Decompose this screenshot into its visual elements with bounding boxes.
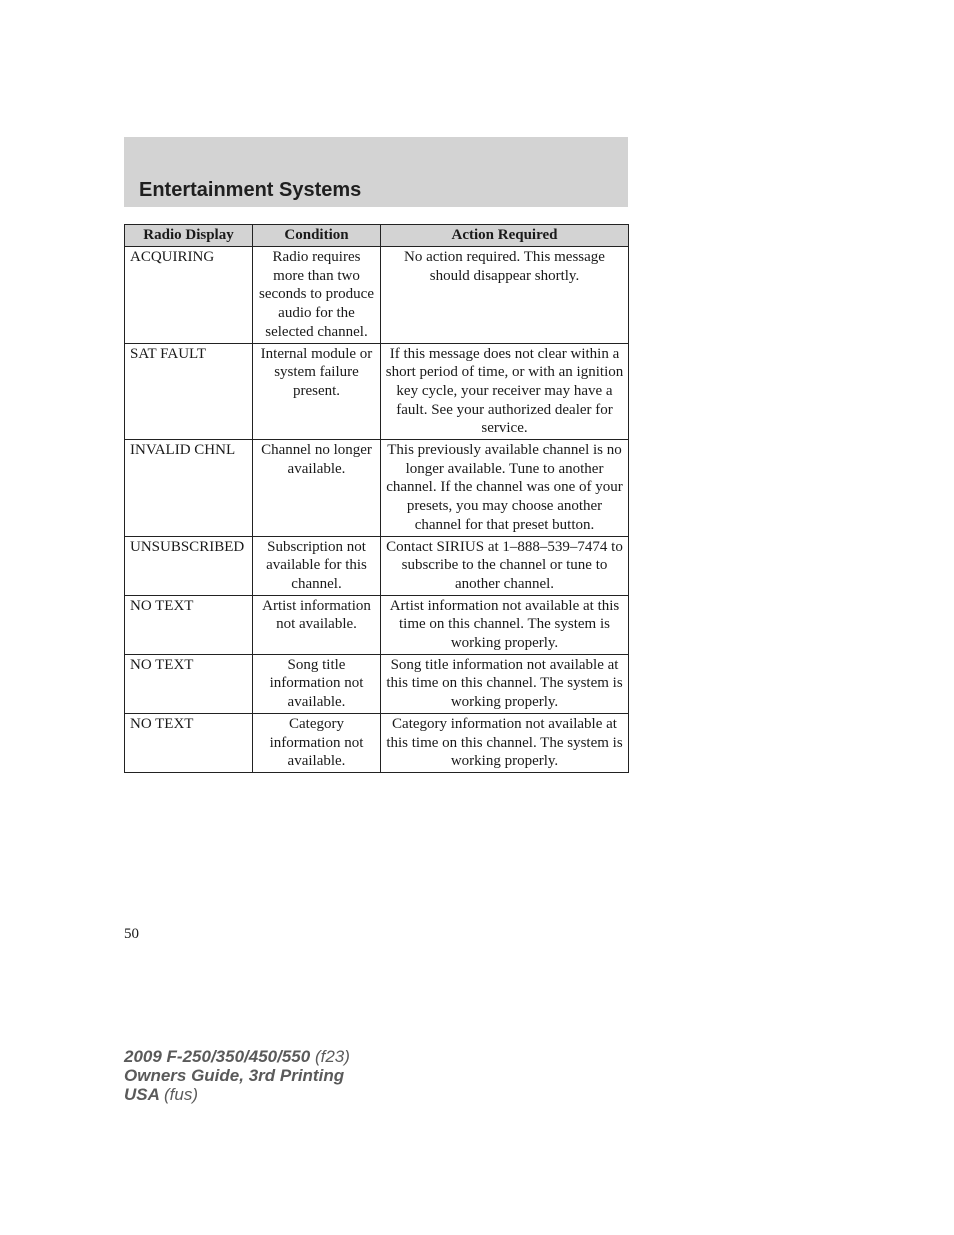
cell-radio-display: INVALID CHNL	[125, 440, 253, 537]
cell-action-required: No action required. This message should disappear shortly.	[381, 247, 629, 344]
table-header-row	[125, 225, 629, 247]
cell-action-required: Artist information not available at this time on this channel. The system is working properly.	[381, 595, 629, 654]
cell-condition: Song title information not available.	[253, 654, 381, 713]
cell-condition: Internal module or system failure present.	[253, 343, 381, 440]
footer-market: USA	[124, 1085, 160, 1104]
cell-action-required: Contact SIRIUS at 1–888–539–7474 to subscribe to the channel or tune to another channel.	[381, 536, 629, 595]
radio-display-table	[124, 224, 629, 773]
cell-condition: Channel no longer available.	[253, 440, 381, 537]
cell-condition: Artist information not available.	[253, 595, 381, 654]
cell-radio-display: NO TEXT	[125, 654, 253, 713]
table-row	[125, 536, 629, 595]
column-header-radio-display: Radio Display	[125, 225, 253, 247]
cell-action-required: If this message does not clear within a short period of time, or with an ignition key cycle, your receiver may have a fault. See your authorized dealer for service.	[381, 343, 629, 440]
table-row	[125, 247, 629, 344]
cell-action-required: Category information not available at this time on this channel. The system is working properly.	[381, 713, 629, 772]
cell-radio-display: ACQUIRING	[125, 247, 253, 344]
table-row	[125, 654, 629, 713]
table-row	[125, 595, 629, 654]
cell-radio-display: NO TEXT	[125, 713, 253, 772]
cell-radio-display: UNSUBSCRIBED	[125, 536, 253, 595]
footer-printing: Owners Guide, 3rd Printing	[124, 1066, 345, 1085]
table-row	[125, 343, 629, 440]
cell-condition: Radio requires more than two seconds to produce audio for the selected channel.	[253, 247, 381, 344]
section-title: Entertainment Systems	[139, 179, 362, 201]
cell-action-required: Song title information not available at this time on this channel. The system is working properly.	[381, 654, 629, 713]
cell-radio-display: SAT FAULT	[125, 343, 253, 440]
footer-market-line	[124, 1085, 350, 1104]
table-row	[125, 713, 629, 772]
cell-condition: Category information not available.	[253, 713, 381, 772]
section-header	[124, 137, 628, 207]
cell-action-required: This previously available channel is no longer available. Tune to another channel. If the channel was one of your presets, you may choose another channel for that preset button.	[381, 440, 629, 537]
page-number: 50	[124, 926, 139, 942]
footer-market-code: (fus)	[164, 1085, 198, 1104]
column-header-action-required: Action Required	[381, 225, 629, 247]
cell-condition: Subscription not available for this channel.	[253, 536, 381, 595]
column-header-condition: Condition	[253, 225, 381, 247]
footer-model: 2009 F-250/350/450/550	[124, 1047, 311, 1066]
footer-model-line	[124, 1047, 350, 1066]
document-footer	[124, 1047, 350, 1104]
table-row	[125, 440, 629, 537]
cell-radio-display: NO TEXT	[125, 595, 253, 654]
footer-model-code: (f23)	[314, 1047, 350, 1066]
